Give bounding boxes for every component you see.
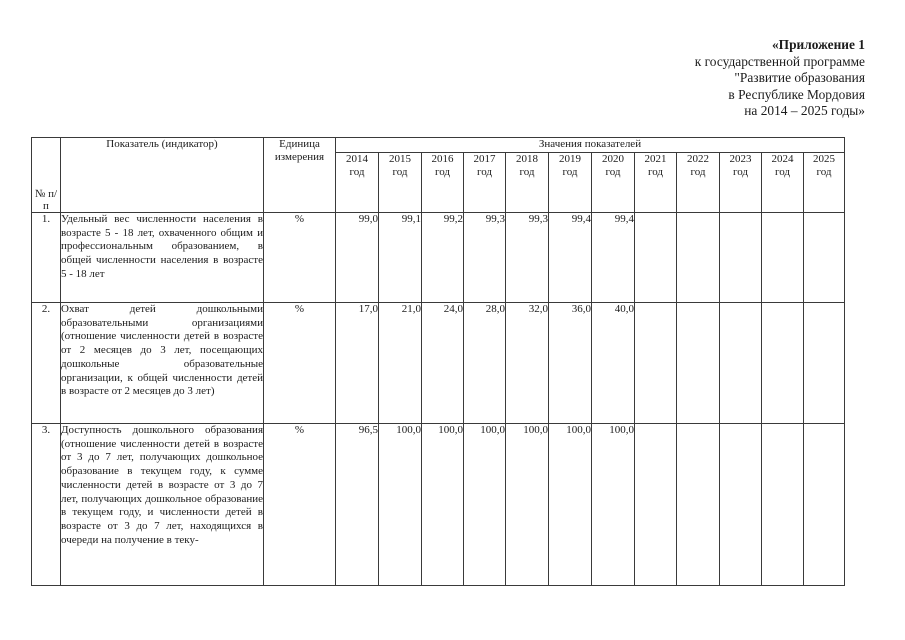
year-label: 2016 [431, 153, 454, 165]
value-cell [677, 213, 720, 303]
year-label: 2023 [729, 153, 752, 165]
value-cell: 96,5 [336, 424, 379, 586]
year-suffix: год [732, 166, 749, 178]
indicator-name: Охват детей дошкольными образовательными организациями (отношение численности детей в возрасте от 2 месяцев до 3 лет, посещающих дошкольные образовательные организации, к общей численности детей в возрасте от 2 месяцев до 3 лет) [61, 303, 264, 424]
table-row [32, 424, 845, 586]
year-header-2018 [506, 153, 549, 213]
year-suffix: год [349, 166, 365, 178]
value-cell: 100,0 [464, 424, 506, 586]
value-cell [762, 213, 804, 303]
header-line: к государственной программе [694, 53, 865, 69]
year-label: 2020 [602, 153, 624, 165]
value-cell [804, 303, 845, 424]
unit-cell: % [264, 213, 336, 303]
year-suffix: год [816, 166, 832, 178]
header-indicator: Показатель (индикатор) [61, 138, 264, 213]
header-line: в Республике Мордовия [728, 86, 865, 102]
year-header-2021 [635, 153, 677, 213]
year-suffix: год [605, 166, 621, 178]
value-cell [720, 424, 762, 586]
year-header-2017 [464, 153, 506, 213]
year-label: 2015 [389, 153, 411, 165]
value-cell: 28,0 [464, 303, 506, 424]
value-cell [635, 303, 677, 424]
value-cell: 99,4 [549, 213, 592, 303]
year-label: 2022 [687, 153, 709, 165]
value-cell [635, 213, 677, 303]
table-row [32, 303, 845, 424]
value-cell [720, 303, 762, 424]
value-cell: 24,0 [422, 303, 464, 424]
appendix-title: «Приложение 1 [771, 37, 865, 52]
value-cell [804, 424, 845, 586]
value-cell: 99,3 [464, 213, 506, 303]
year-label: 2019 [559, 153, 581, 165]
header-line: на 2014 – 2025 годы» [744, 103, 865, 119]
year-suffix: год [519, 166, 535, 178]
year-label: 2021 [644, 153, 667, 165]
value-cell [677, 303, 720, 424]
table-row [32, 213, 845, 303]
value-cell [762, 424, 804, 586]
year-label: 2018 [516, 153, 538, 165]
header-line: "Развитие образования [734, 70, 865, 86]
year-suffix: год [562, 166, 578, 178]
indicator-name: Доступность дошкольного образования (отношение численности детей в возрасте от 3 до 7 лет, получающих дошкольное образование в текущем году, к сумме численности детей в возрасте от 3 до 7 лет, получающих дошкольное образование в текущем году, и численности детей в возрасте от 3 до 7 лет, находящихся в очереди на получение в теку- [61, 424, 264, 586]
year-label: 2017 [473, 153, 496, 165]
value-cell [720, 213, 762, 303]
year-suffix: год [647, 166, 664, 178]
value-cell: 99,2 [422, 213, 464, 303]
value-cell [762, 303, 804, 424]
row-number: 3. [32, 424, 61, 586]
unit-cell: % [264, 303, 336, 424]
year-suffix: год [690, 166, 706, 178]
year-header-2024 [762, 153, 804, 213]
year-suffix: год [434, 166, 451, 178]
indicators-table [31, 137, 845, 586]
year-header-2022 [677, 153, 720, 213]
row-number: 1. [32, 213, 61, 303]
row-number: 2. [32, 303, 61, 424]
unit-cell: % [264, 424, 336, 586]
year-header-2025 [804, 153, 845, 213]
value-cell: 36,0 [549, 303, 592, 424]
year-header-2019 [549, 153, 592, 213]
value-cell: 17,0 [336, 303, 379, 424]
year-header-2014 [336, 153, 379, 213]
value-cell [677, 424, 720, 586]
year-suffix: год [392, 166, 408, 178]
year-header-2020 [592, 153, 635, 213]
year-header-2015 [379, 153, 422, 213]
value-cell: 99,0 [336, 213, 379, 303]
table-body [32, 213, 845, 586]
value-cell: 99,1 [379, 213, 422, 303]
value-cell [804, 213, 845, 303]
value-cell: 100,0 [379, 424, 422, 586]
value-cell: 100,0 [549, 424, 592, 586]
value-cell: 99,4 [592, 213, 635, 303]
header-values: Значения показателей [336, 138, 845, 153]
value-cell: 21,0 [379, 303, 422, 424]
year-suffix: год [476, 166, 493, 178]
year-header-2023 [720, 153, 762, 213]
year-header-2016 [422, 153, 464, 213]
year-suffix: год [774, 166, 791, 178]
value-cell: 100,0 [592, 424, 635, 586]
year-label: 2024 [771, 153, 794, 165]
document-header [565, 37, 865, 120]
indicator-name: Удельный вес численности населения в возрасте 5 - 18 лет, охваченного общим и профессиональным образованием, в общей численности населения в возрасте 5 - 18 лет [61, 213, 264, 303]
year-label: 2014 [346, 153, 368, 165]
year-label: 2025 [813, 153, 835, 165]
value-cell: 32,0 [506, 303, 549, 424]
value-cell: 40,0 [592, 303, 635, 424]
value-cell: 100,0 [422, 424, 464, 586]
header-unit: Единица измерения [264, 138, 336, 213]
value-cell [635, 424, 677, 586]
value-cell: 99,3 [506, 213, 549, 303]
header-num: № п/п [32, 138, 61, 213]
value-cell: 100,0 [506, 424, 549, 586]
